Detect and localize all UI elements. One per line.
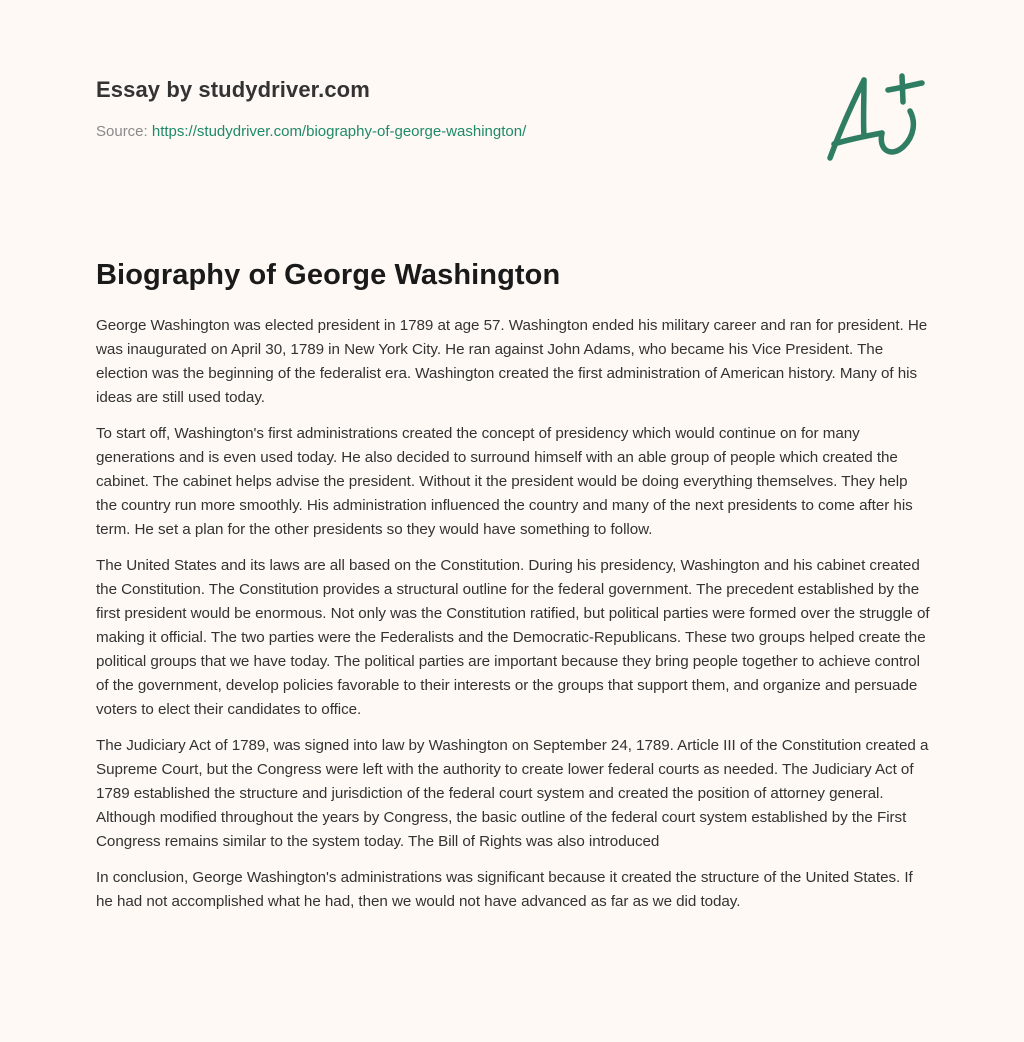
site-title: Essay by studydriver.com xyxy=(96,77,370,102)
source-link[interactable]: https://studydriver.com/biography-of-george-washington/ xyxy=(151,123,527,140)
article-title: Biography of George Washington xyxy=(96,259,561,291)
article-body xyxy=(96,314,932,926)
source-label: Source: xyxy=(96,123,152,140)
source-line xyxy=(96,122,796,142)
paragraph: George Washington was elected president in 1789 at age 57. Washington ended his military career and ran for president. He was inaugurated on April 30, 1789 in New York City. He ran against John Adams, who became his Vice President. The election was the beginning of the federalist era. Washington created the first administration of American history. Many of his ideas are still used today. xyxy=(96,317,928,406)
paragraph: The Judiciary Act of 1789, was signed into law by Washington on September 24, 1789. Article III of the Constitution created a Supreme Court, but the Congress were left with the authority to create lower federal courts as needed. The Judiciary Act of 1789 established the structure and jurisdiction of the federal court system and created the position of attorney general. Although modified throughout the years by Congress, the basic outline of the federal court system established by the First Congress remains similar to the system today. The Bill of Rights was also introduced xyxy=(96,737,929,850)
a-plus-grade-icon xyxy=(820,66,930,166)
paragraph: To start off, Washington's first administrations created the concept of presidency which would continue on for many generations and is even used today. He also decided to surround himself with an able group of people which created the cabinet. The cabinet helps advise the president. Without it the president would be doing everything themselves. They help the country run more smoothly. His administration influenced the country and many of the next presidents to come after his term. He set a plan for the other presidents so they would have something to follow. xyxy=(96,425,913,538)
page-header xyxy=(96,74,796,142)
paragraph: The United States and its laws are all based on the Constitution. During his presidency, Washington and his cabinet created the Constitution. The Constitution provides a structural outline for the federal government. The precedent established by the first president would be enormous. Not only was the Constitution ratified, but political parties were formed over the struggle of making it official. The two parties were the Federalists and the Democratic-Republicans. These two groups helped create the political groups that we have today. The political parties are important because they bring people together to achieve control of the government, develop policies favorable to their interests or the groups that support them, and organize and persuade voters to elect their candidates to office. xyxy=(96,557,930,718)
paragraph: In conclusion, George Washington's administrations was significant because it created the structure of the United States. If he had not accomplished what he had, then we would not have advanced as far as we did today. xyxy=(96,869,913,910)
